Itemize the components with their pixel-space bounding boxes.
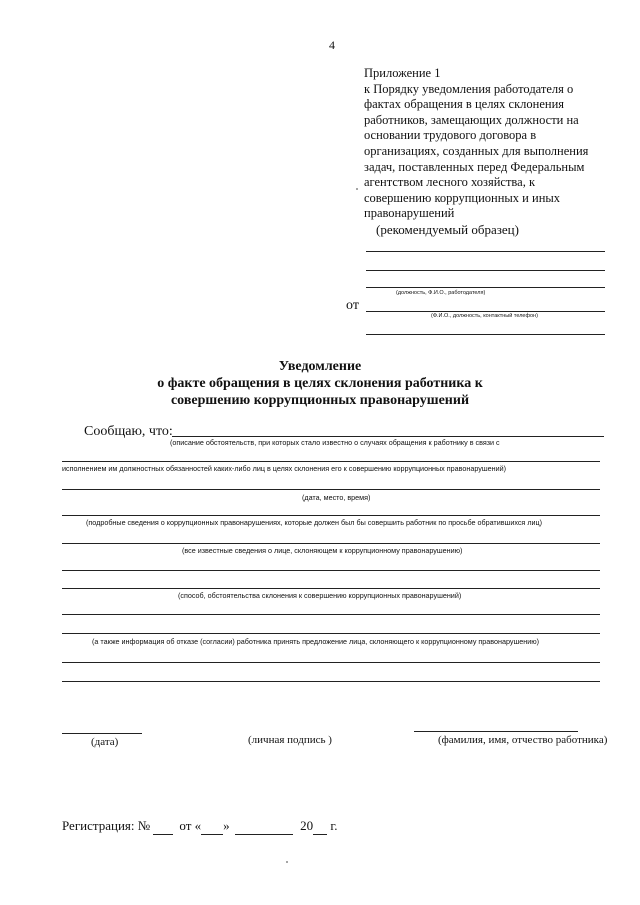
fill-line[interactable] <box>62 681 600 682</box>
registration-label: Регистрация: № <box>62 818 151 833</box>
registration-year-prefix: 20 <box>300 818 314 833</box>
sender-line-2[interactable] <box>366 334 605 335</box>
fill-line[interactable] <box>62 515 600 516</box>
appendix-line: работников, замещающих должности на <box>364 112 579 127</box>
appendix-line: организациях, созданных для выполнения <box>364 143 589 158</box>
full-name-sign-line[interactable] <box>414 731 578 732</box>
appendix-line: фактах обращения в целях склонения <box>364 97 565 112</box>
registration-month-field[interactable] <box>235 818 293 835</box>
method-caption: (способ, обстоятельства склонения к совершению коррупционных правонарушений) <box>178 591 462 600</box>
fill-line[interactable] <box>62 662 600 663</box>
circumstances-caption-cont: исполнением им должностных обязанностей каких-либо лиц в целях склонения его к совершению коррупционных правонарушений) <box>62 464 507 473</box>
title-line: о факте обращения в целях склонения работника к <box>157 376 483 391</box>
fill-line[interactable] <box>62 570 600 571</box>
page-number: 4 <box>329 38 335 52</box>
fill-line[interactable] <box>62 489 600 490</box>
offense-details-caption: (подробные сведения о коррупционных правонарушениях, которые должен был бы совершить работник по просьбе обратившихся лиц) <box>86 518 543 527</box>
registration-year-suffix: г. <box>330 818 338 833</box>
circumstances-caption: (описание обстоятельств, при которых стало известно о случаях обращения к работнику в связи с <box>170 438 500 447</box>
fill-line[interactable] <box>62 633 600 634</box>
title-line: Уведомление <box>278 359 362 374</box>
appendix-block <box>364 66 614 222</box>
scan-speck <box>286 861 288 863</box>
appendix-line: Приложение 1 <box>364 66 441 80</box>
date-place-time-caption: (дата, место, время) <box>302 493 371 502</box>
registration-row <box>62 818 338 835</box>
from-label: от <box>346 298 359 313</box>
appendix-line: совершению коррупционных и иных <box>364 190 561 205</box>
fill-line[interactable] <box>62 614 600 615</box>
sender-caption: (Ф.И.О., должность, контактный телефон) <box>431 313 538 319</box>
employer-caption: (должность, Ф.И.О., работодателя) <box>396 290 486 296</box>
date-sign-line[interactable] <box>62 733 142 734</box>
refusal-info-caption: (а также информация об отказе (согласии) работника принять предложение лица, склоняющего к коррупционному правонарушению) <box>92 637 540 646</box>
employer-line-2[interactable] <box>366 270 605 271</box>
registration-close-quote: » <box>223 818 230 833</box>
recommended-sample-label: (рекомендуемый образец) <box>376 222 519 237</box>
signature-label: (личная подпись ) <box>248 734 332 746</box>
full-name-label: (фамилия, имя, отчество работника) <box>438 734 608 746</box>
appendix-line: основании трудового договора в <box>364 128 537 143</box>
date-label: (дата) <box>91 736 119 748</box>
title-line: совершению коррупционных правонарушений <box>170 393 470 408</box>
registration-day-field[interactable] <box>201 818 223 835</box>
appendix-line: агентством лесного хозяйства, к <box>364 175 536 190</box>
employer-line-1[interactable] <box>366 251 605 252</box>
document-title <box>0 358 640 409</box>
registration-year-field[interactable] <box>313 818 327 835</box>
report-line[interactable] <box>172 436 604 437</box>
appendix-line: правонарушений <box>364 206 455 221</box>
appendix-line: задач, поставленных перед Федеральным <box>364 159 585 174</box>
sender-line-1[interactable] <box>366 311 605 312</box>
fill-line[interactable] <box>62 543 600 544</box>
person-info-caption: (все известные сведения о лице, склоняющем к коррупционному правонарушению) <box>182 546 463 555</box>
registration-number-field[interactable] <box>153 818 173 835</box>
scan-speck <box>356 188 358 190</box>
report-label: Сообщаю, что: <box>84 424 173 439</box>
employer-line-3[interactable] <box>366 287 605 288</box>
appendix-line: к Порядку уведомления работодателя о <box>364 81 574 96</box>
fill-line[interactable] <box>62 461 600 462</box>
fill-line[interactable] <box>62 588 600 589</box>
registration-from: от « <box>179 818 202 833</box>
